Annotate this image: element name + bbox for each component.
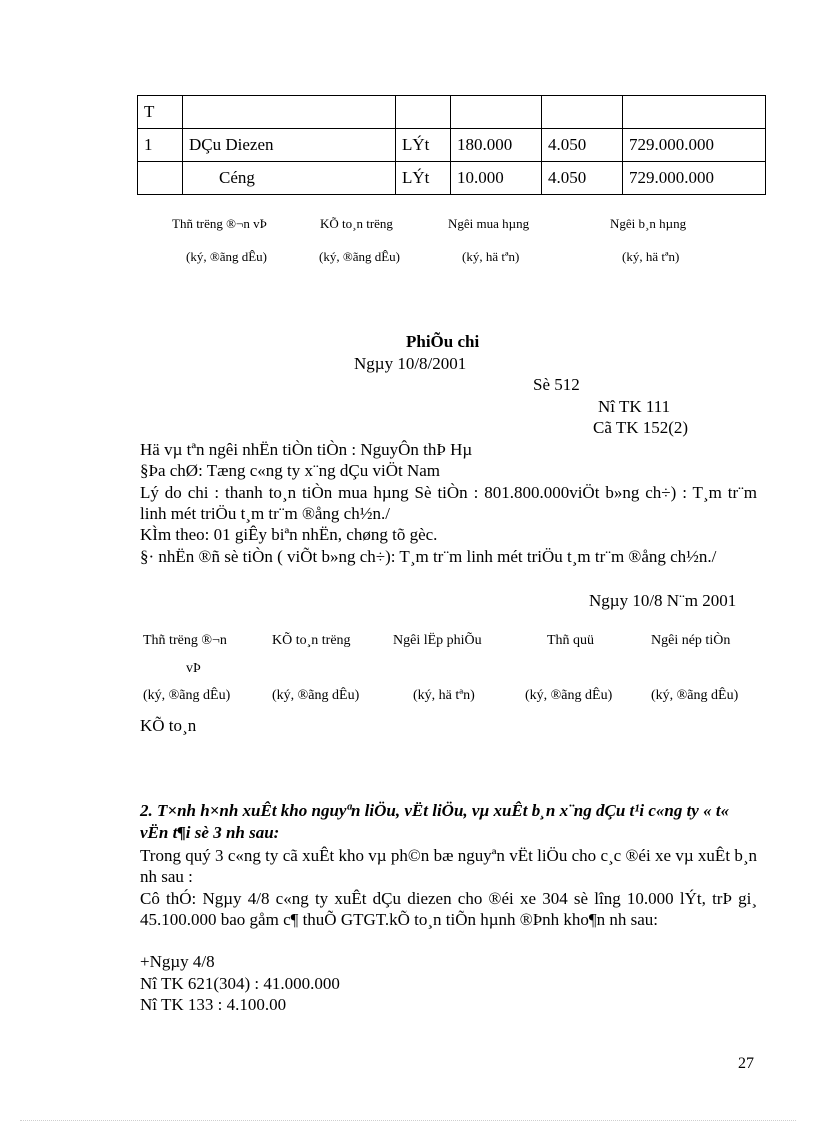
signature-label: Thñ quü [547,633,595,648]
page-divider [20,1120,796,1121]
table-cell: DÇu Diezen [183,129,396,162]
table-cell [396,96,451,129]
signature-note: (ký, ®ãng dÊu) [525,688,613,703]
table-row [138,162,766,195]
signature-note: (ký, hä tªn) [462,249,520,264]
signature-note: (ký, ®ãng dÊu) [186,249,267,264]
signature-note: (ký, hä tªn) [622,249,680,264]
section-paragraph: Cô thÓ: Ngµy 4/8 c«ng ty xuÊt dÇu diezen cho ®éi xe 304 sè lîng 10.000 lÝt, trÞ gi¸ 45.100.000 bao gåm c¶ thuÕ GTGT.kÕ to¸n tiÕn hµnh ®Þnh kho¶n nh sau: [140,889,757,929]
signature-label: KÕ to¸n trëng [272,633,351,648]
voucher-debit: Nî TK 111 [598,397,671,416]
signature-block-2 [0,633,816,713]
signature-date: Ngµy 10/8 N¨m 2001 [589,591,737,610]
table-cell: LÝt [396,129,451,162]
table-cell [623,96,766,129]
table-cell: 4.050 [542,162,623,195]
section-paragraph: Trong quý 3 c«ng ty cã xuÊt kho vµ ph©n bæ nguyªn vËt liÖu cho c¸c ®éi xe vµ xuÊt b¸n nh sau : [140,846,757,886]
section-heading: 2. T×nh h×nh xuÊt kho nguyªn liÖu, vËt liÖu, vµ xuÊt b¸n x¨ng dÇu t¹i c«ng ty « t« vËn t¶i sè 3 nh sau: [140,801,730,842]
signature-label: Thñ trëng ®¬n [143,633,227,648]
signature-label: Ngêi mua hµng [448,216,530,231]
signature-note: (ký, ®ãng dÊu) [651,688,739,703]
table-cell: 729.000.000 [623,129,766,162]
signature-note: (ký, ®ãng dÊu) [143,688,231,703]
voucher-date: Ngµy 10/8/2001 [354,354,467,373]
voucher-title: PhiÕu chi [406,332,480,351]
table-cell: 4.050 [542,129,623,162]
entry-line: Nî TK 621(304) : 41.000.000 [140,974,340,993]
address-line: §Þa chØ: Tæng c«ng ty x¨ng dÇu viÖt Nam [140,461,440,480]
table-cell [451,96,542,129]
table-cell: 10.000 [451,162,542,195]
page-number: 27 [738,1055,754,1072]
table-row [138,96,766,129]
signature-note: (ký, hä tªn) [413,688,475,703]
table-row [138,129,766,162]
signature-label: KÕ to¸n trëng [320,216,393,231]
payee-line: Hä vµ tªn ngêi nhËn tiÒn tiÒn : NguyÔn thÞ Hµ [140,440,473,459]
voucher-number: Sè 512 [533,375,580,394]
signature-label: Ngêi b¸n hµng [610,216,687,231]
reason-paragraph: Lý do chi : thanh to¸n tiÒn mua hµng Sè tiÒn : 801.800.000viÖt b»ng ch÷) : T¸m tr¨m linh mét triÖu t¸m tr¨m ®ång ch½n./ [140,483,757,523]
attachment-line: KÌm theo: 01 giÊy biªn nhËn, chøng tõ gèc. [140,525,438,544]
table-cell: LÝt [396,162,451,195]
table-cell: 180.000 [451,129,542,162]
signature-label: Ngêi nép tiÒn [651,633,731,648]
table-cell: Céng [183,162,396,195]
voucher-credit: Cã TK 152(2) [593,418,689,437]
table-cell: 1 [138,129,183,162]
table-cell [138,162,183,195]
goods-table [137,95,766,195]
signature-label: Ngêi lËp phiÕu [393,633,482,648]
table-cell: T [138,96,183,129]
signature-label-continued: vÞ [186,661,201,676]
received-paragraph: §· nhËn ®ñ sè tiÒn ( viÕt b»ng ch÷): T¸m tr¨m linh mét triÖu t¸m tr¨m ®ång ch½n./ [140,547,717,566]
signature-label: Thñ trëng ®¬n vÞ [172,216,267,231]
signature-footer: KÕ to¸n [140,716,197,735]
table-cell [542,96,623,129]
signature-note: (ký, ®ãng dÊu) [319,249,400,264]
entry-line: Nî TK 133 : 4.100.00 [140,995,287,1014]
entry-date: +Ngµy 4/8 [140,952,215,971]
table-cell [183,96,396,129]
signature-note: (ký, ®ãng dÊu) [272,688,360,703]
table-cell: 729.000.000 [623,162,766,195]
signature-block-1 [0,216,816,276]
